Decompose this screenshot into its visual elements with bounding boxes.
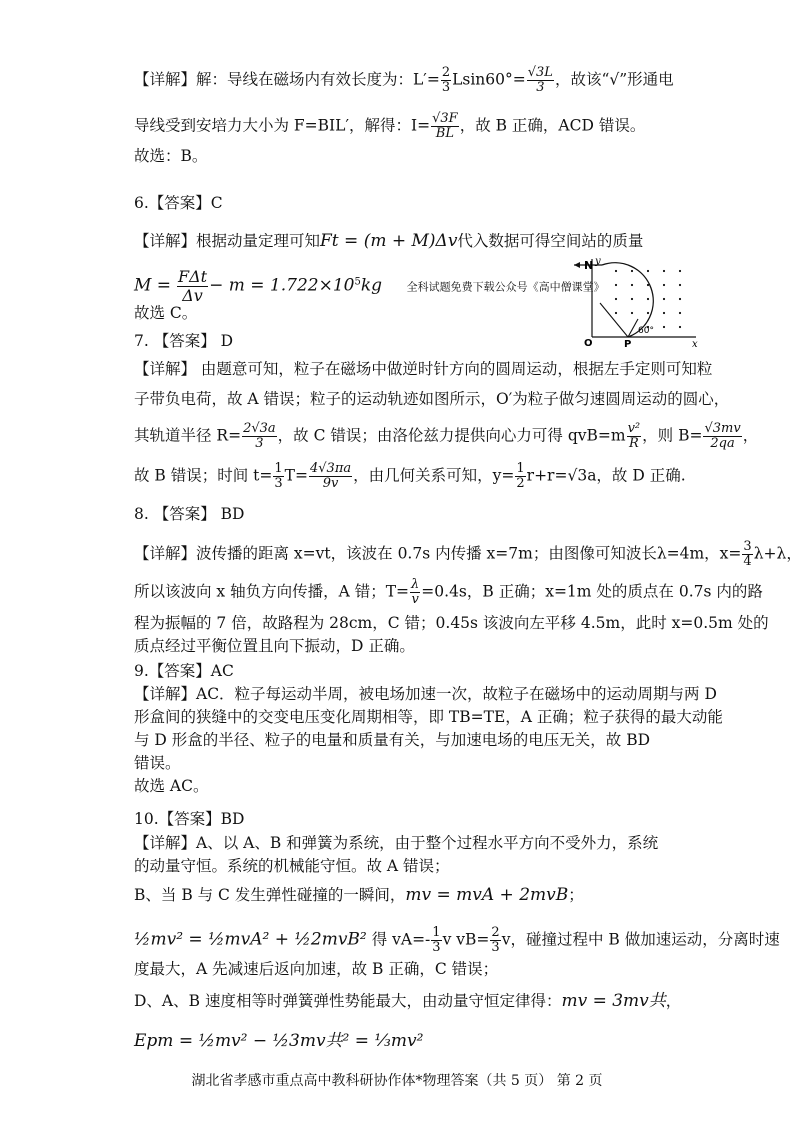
q10-line7: Epm = ½mv² − ½3mv共² = ⅓mv² bbox=[134, 1031, 424, 1051]
fraction: $\frac{√3L}{3}$ bbox=[527, 65, 553, 95]
ad-text: 全科试题免费下载公众号《高中僧课堂》 bbox=[406, 280, 605, 294]
q9-answer: 9.【答案】AC bbox=[134, 662, 234, 680]
q7-line2: 子带负电荷，故 A 错误；粒子的运动轨迹如图所示，O′为粒子做匀速圆周运动的圆心， bbox=[134, 390, 730, 408]
q8-line2: 所以该波向 x 轴负方向传播，A 错；T= $\frac{\lambda}{v}$ =0.4s，B 正确；x=1m 处的质点在 0.7s 内的路 bbox=[134, 577, 763, 607]
q6-line3: 故选 C。 bbox=[134, 304, 198, 322]
fraction: $\frac{\lambda}{v}$ bbox=[411, 577, 420, 607]
fraction: $\frac{\text{FΔt}}{\Delta v}$ bbox=[178, 267, 208, 305]
fraction: $\frac{2√3a}{3}$ bbox=[243, 421, 276, 451]
q10-line3: B、当 B 与 C 发生弹性碰撞的一瞬间，mv = mvA + 2mvB； bbox=[134, 885, 584, 905]
q6-line1: 【详解】根据动量定理可知Ft = (m + M)Δv代入数据可得空间站的质量 bbox=[134, 231, 644, 251]
q9-line3: 与 D 形盒的半径、粒子的电量和质量有关，与加速电场的电压无关，故 BD bbox=[134, 731, 651, 749]
q10-answer: 10.【答案】BD bbox=[134, 810, 245, 828]
fraction: $\frac{4√3\pi a}{9v}$ bbox=[310, 461, 352, 491]
fraction: $\frac{1}{2}$ bbox=[516, 461, 525, 491]
label-o: O bbox=[584, 338, 593, 349]
q5-line3: 故选：B。 bbox=[134, 147, 208, 165]
fraction: $\frac{\text{v²}}{R}$ bbox=[627, 421, 641, 451]
q7-line4: 故 B 错误；时间 t= $\frac{1}{3}$ T= $\frac{4√3\pi a}{9v}$ ，由几何关系可知，y= $\frac{1}{2}$ r+r=√3a，故 D 正确. bbox=[134, 461, 686, 491]
q6-line2: M = $\frac{\text{FΔt}}{\Delta v}$ − $m = 1.722\times 10^5kg$ 全科试题免费下载公众号《高中僧课堂》 bbox=[134, 267, 605, 305]
arrow-head bbox=[574, 262, 580, 268]
fraction: $\frac{2}{3}$ bbox=[491, 925, 500, 955]
q7-line1: 【详解】 由题意可知，粒子在磁场中做逆时针方向的圆周运动，根据左手定则可知粒 bbox=[134, 360, 713, 378]
fraction: $\frac{1}{3}$ bbox=[274, 461, 283, 491]
page-footer: 湖北省孝感市重点高中教科研协作体*物理答案（共 5 页） 第 2 页 bbox=[191, 1073, 603, 1089]
label-x: x bbox=[692, 339, 698, 350]
q9-line1: 【详解】AC．粒子每运动半周，被电场加速一次，故粒子在磁场中的运动周期与两 D bbox=[134, 685, 717, 703]
q10-line4: ½mv² = ½mvA² + ½2mvB² 得 vA=- $\frac{1}{3}$ v vB= $\frac{2}{3}$ v，碰撞过程中 B 做加速运动，分离时速 bbox=[134, 925, 780, 955]
q7-line3: 其轨道半径 R= $\frac{2√3a}{3}$ ，故 C 错误；由洛伦兹力提供向心力可得 qvB=m $\frac{\text{v²}}{R}$ ，则 B= $\frac{√3mv}{2qa}$ ， bbox=[134, 421, 759, 451]
q6-answer: 6.【答案】C bbox=[134, 194, 223, 212]
fraction: $\frac{√3mv}{2qa}$ bbox=[704, 421, 741, 451]
q7-answer: 7. 【答案】 D bbox=[134, 332, 234, 350]
q5-line1: 【详解】解：导线在磁场内有效长度为：L′= $\frac{2}{3}$ Lsin60°= $\frac{√3L}{3}$ ，故该“√”形通电 bbox=[134, 65, 674, 95]
label-p: P bbox=[624, 339, 632, 350]
label-y: y bbox=[595, 256, 601, 267]
q8-line4: 质点经过平衡位置且向下振动，D 正确。 bbox=[134, 637, 415, 655]
q9-line2: 形盒间的狭缝中的交变电压变化周期相等，即 TB=TE，A 正确；粒子获得的最大动能 bbox=[134, 708, 723, 726]
label-angle: 60° bbox=[638, 326, 654, 336]
q5-line2: 导线受到安培力大小为 F=BIL′，解得：I= $\frac{√3F}{BL}$ ，故 B 正确，ACD 错误。 bbox=[134, 111, 646, 141]
fraction: $\frac{2}{3}$ bbox=[441, 65, 451, 95]
label-n: N bbox=[584, 259, 594, 272]
q9-line5: 故选 AC。 bbox=[134, 777, 209, 795]
fraction: $\frac{3}{4}$ bbox=[743, 539, 752, 569]
q10-line1: 【详解】A、以 A、B 和弹簧为系统，由于整个过程水平方向不受外力，系统 bbox=[134, 834, 659, 852]
q8-line1: 【详解】波传播的距离 x=vt，该波在 0.7s 内传播 x=7m；由图像可知波长λ=4m，x= $\frac{3}{4}$ λ+λ， bbox=[134, 539, 802, 569]
q10-line2: 的动量守恒。系统的机械能守恒。故 A 错误； bbox=[134, 857, 450, 875]
fraction: $\frac{√3F}{BL}$ bbox=[432, 111, 458, 141]
fraction: $\frac{1}{3}$ bbox=[432, 925, 441, 955]
q10-line5: 度最大，A 先减速后返向加速，故 B 正确，C 错误； bbox=[134, 960, 499, 978]
q10-line6: D、A、B 速度相等时弹簧弹性势能最大，由动量守恒定律得：mv = 3mv共， bbox=[134, 991, 682, 1011]
q8-answer: 8. 【答案】 BD bbox=[134, 505, 245, 523]
q9-line4: 错误。 bbox=[134, 754, 181, 772]
q8-line3: 程为振幅的 7 倍，故路程为 28cm，C 错；0.45s 该波向左平移 4.5m，此时 x=0.5m 处的 bbox=[134, 614, 769, 632]
